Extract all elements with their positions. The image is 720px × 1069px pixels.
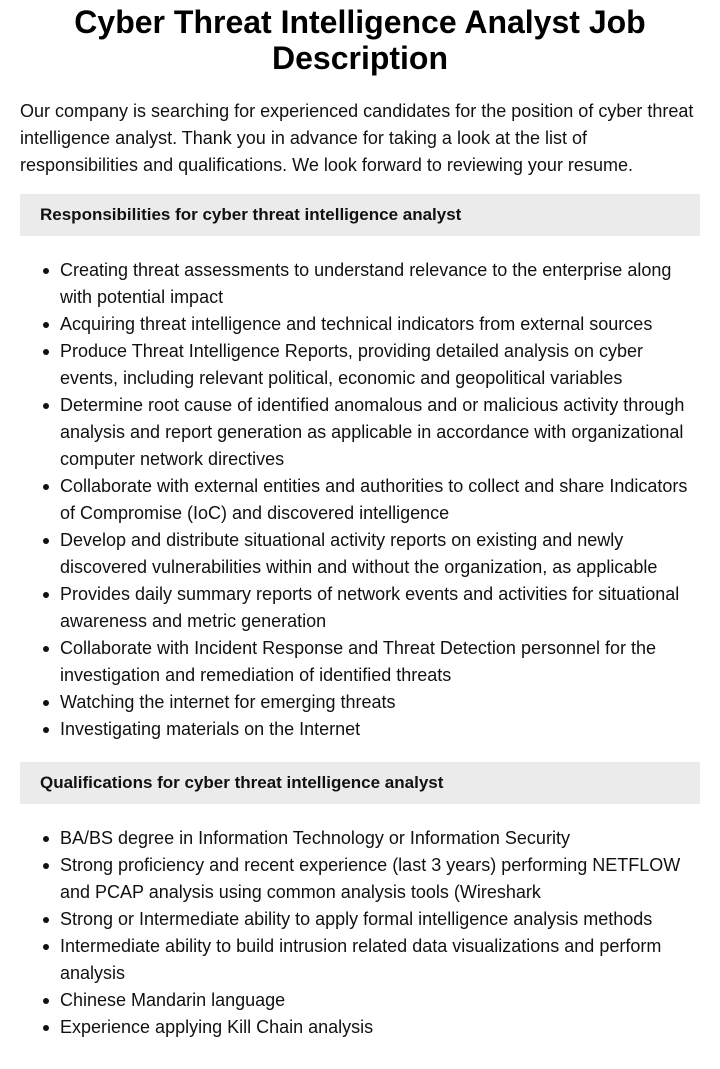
list-item: Collaborate with Incident Response and Threat Detection personnel for the investigation and remediation of identified threats xyxy=(60,635,700,689)
job-description-page xyxy=(0,4,720,1041)
list-item: BA/BS degree in Information Technology or Information Security xyxy=(60,825,700,852)
qualifications-heading: Qualifications for cyber threat intelligence analyst xyxy=(20,762,700,804)
list-item: Strong proficiency and recent experience (last 3 years) performing NETFLOW and PCAP analysis using common analysis tools (Wireshark xyxy=(60,852,700,906)
list-item: Develop and distribute situational activity reports on existing and newly discovered vulnerabilities within and without the organization, as applicable xyxy=(60,527,700,581)
list-item: Investigating materials on the Internet xyxy=(60,716,700,743)
list-item: Chinese Mandarin language xyxy=(60,987,700,1014)
responsibilities-list xyxy=(20,257,700,743)
responsibilities-heading: Responsibilities for cyber threat intelligence analyst xyxy=(20,194,700,236)
qualifications-list xyxy=(20,825,700,1041)
list-item: Produce Threat Intelligence Reports, providing detailed analysis on cyber events, including relevant political, economic and geopolitical variables xyxy=(60,338,700,392)
list-item: Acquiring threat intelligence and technical indicators from external sources xyxy=(60,311,700,338)
list-item: Determine root cause of identified anomalous and or malicious activity through analysis and report generation as applicable in accordance with organizational computer network directives xyxy=(60,392,700,473)
list-item: Creating threat assessments to understand relevance to the enterprise along with potential impact xyxy=(60,257,700,311)
list-item: Experience applying Kill Chain analysis xyxy=(60,1014,700,1041)
list-item: Watching the internet for emerging threats xyxy=(60,689,700,716)
list-item: Strong or Intermediate ability to apply formal intelligence analysis methods xyxy=(60,906,700,933)
list-item: Intermediate ability to build intrusion related data visualizations and perform analysis xyxy=(60,933,700,987)
intro-paragraph: Our company is searching for experienced candidates for the position of cyber threat intelligence analyst. Thank you in advance for taking a look at the list of responsibilities and qualifications. We look forward to reviewing your resume. xyxy=(20,101,694,175)
list-item: Collaborate with external entities and authorities to collect and share Indicators of Compromise (IoC) and discovered intelligence xyxy=(60,473,700,527)
page-title: Cyber Threat Intelligence Analyst Job Description xyxy=(74,4,646,76)
list-item: Provides daily summary reports of network events and activities for situational awareness and metric generation xyxy=(60,581,700,635)
